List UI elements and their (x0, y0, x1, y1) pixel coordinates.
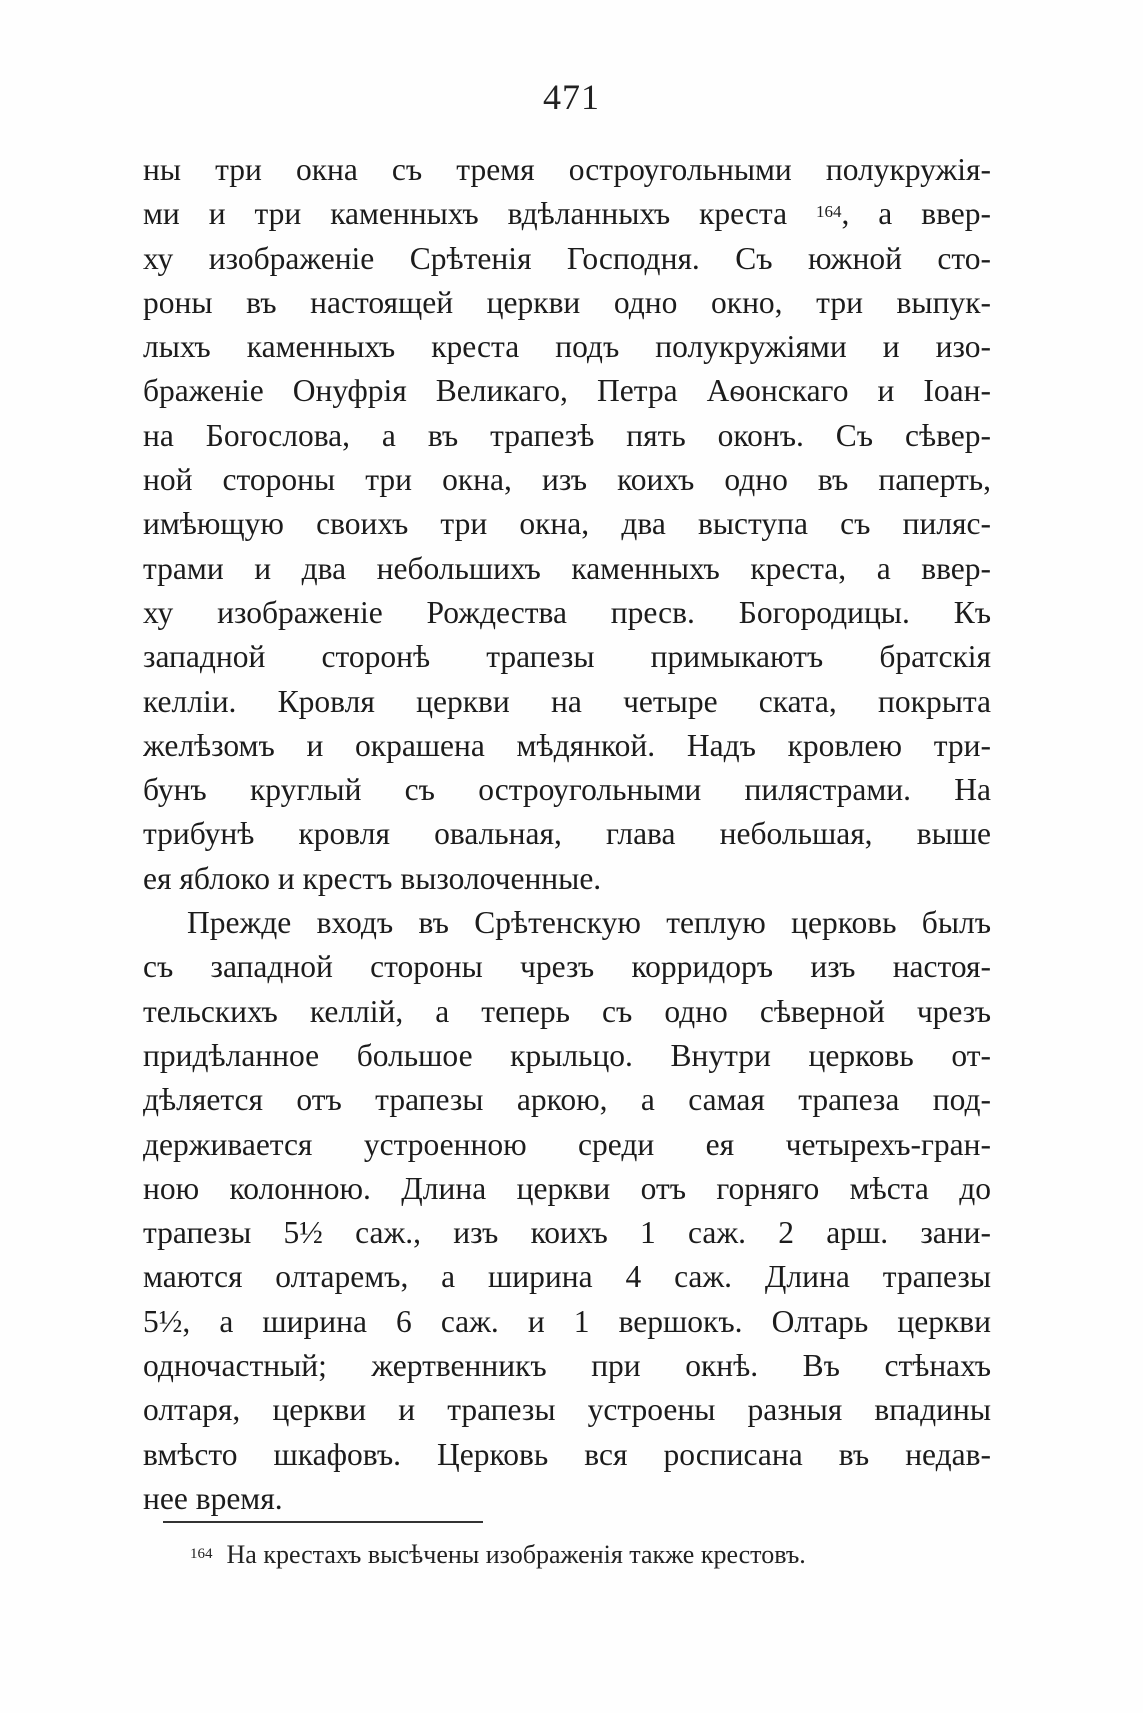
text-line: ми и три каменныхъ вдѣланныхъ креста $^{164}$, а ввер- (143, 196, 991, 232)
text-line: ной стороны три окна, изъ коихъ одно въ паперть, (143, 462, 991, 498)
text-line: Прежде входъ въ Срѣтенскую теплую церковь былъ (187, 905, 991, 941)
text-line: трами и два небольшихъ каменныхъ креста, а ввер- (143, 550, 991, 586)
text-line: келліи. Кровля церкви на четыре ската, покрыта (143, 683, 991, 719)
text-line: имѣющую своихъ три окна, два выступа съ пиляс- (143, 506, 991, 542)
text-line: 5½, а ширина 6 саж. и 1 вершокъ. Олтарь церкви (143, 1303, 991, 1339)
text-line: держивается устроенною среди ея четырехъ-гран- (143, 1126, 991, 1162)
text-line: нее время. (143, 1480, 283, 1516)
text-line: придѣланное большое крыльцо. Внутри церковь от- (143, 1037, 991, 1073)
text-line: съ западной стороны чрезъ корридоръ изъ настоя- (143, 949, 991, 985)
text-line: олтаря, церкви и трапезы устроены разныя впадины (143, 1392, 991, 1428)
page-number: 471 (543, 77, 600, 117)
text-line: тельскихъ келлій, а теперь съ одно сѣверной чрезъ (143, 993, 991, 1029)
paragraph (143, 901, 991, 1521)
text-line: браженіе Онуфрія Великаго, Петра Аѳонскаго и Іоан- (143, 373, 991, 409)
text-line: ною колонною. Длина церкви отъ горняго мѣста до (143, 1170, 991, 1206)
text-line: маются олтаремъ, а ширина 4 саж. Длина трапезы (143, 1259, 991, 1295)
body-text (143, 148, 991, 1521)
footnote-divider (163, 1521, 483, 1523)
text-line: роны въ настоящей церкви одно окно, три выпук- (143, 284, 991, 320)
text-line: ху изображеніе Рождества пресв. Богородицы. Къ (143, 594, 991, 630)
footnote-mark: 164 (190, 1546, 213, 1562)
footnote (190, 1538, 950, 1572)
text-line: ны три окна съ тремя остроугольными полукружія- (143, 152, 991, 187)
footnote-reference: 164 (816, 202, 842, 222)
text-line: бунъ круглый съ остроугольными пилястрами. На (143, 772, 991, 808)
text-line: ху изображеніе Срѣтенія Господня. Съ южной сто- (143, 240, 991, 276)
text-line: одночастный; жертвенникъ при окнѣ. Въ стѣнахъ (143, 1348, 991, 1384)
text-line: вмѣсто шкафовъ. Церковь вся росписана въ недав- (143, 1436, 991, 1472)
text-line: трапезы 5½ саж., изъ коихъ 1 саж. 2 арш. зани- (143, 1215, 991, 1251)
text-line: дѣляется отъ трапезы аркою, а самая трапеза под- (143, 1082, 991, 1118)
footnote-text: На крестахъ высѣчены изображенія также крестовъ. (226, 1540, 806, 1569)
text-line: ея яблоко и крестъ вызолоченные. (143, 860, 602, 896)
text-line: лыхъ каменныхъ креста подъ полукружіями и изо- (143, 329, 991, 365)
text-line: желѣзомъ и окрашена мѣдянкой. Надъ кровлею три- (143, 727, 991, 763)
text-line: на Богослова, а въ трапезѣ пять оконъ. Съ сѣвер- (143, 417, 991, 453)
paragraph (143, 148, 991, 901)
text-line: трибунѣ кровля овальная, глава небольшая, выше (143, 816, 991, 852)
text-line: западной сторонѣ трапезы примыкаютъ братскія (143, 639, 991, 675)
